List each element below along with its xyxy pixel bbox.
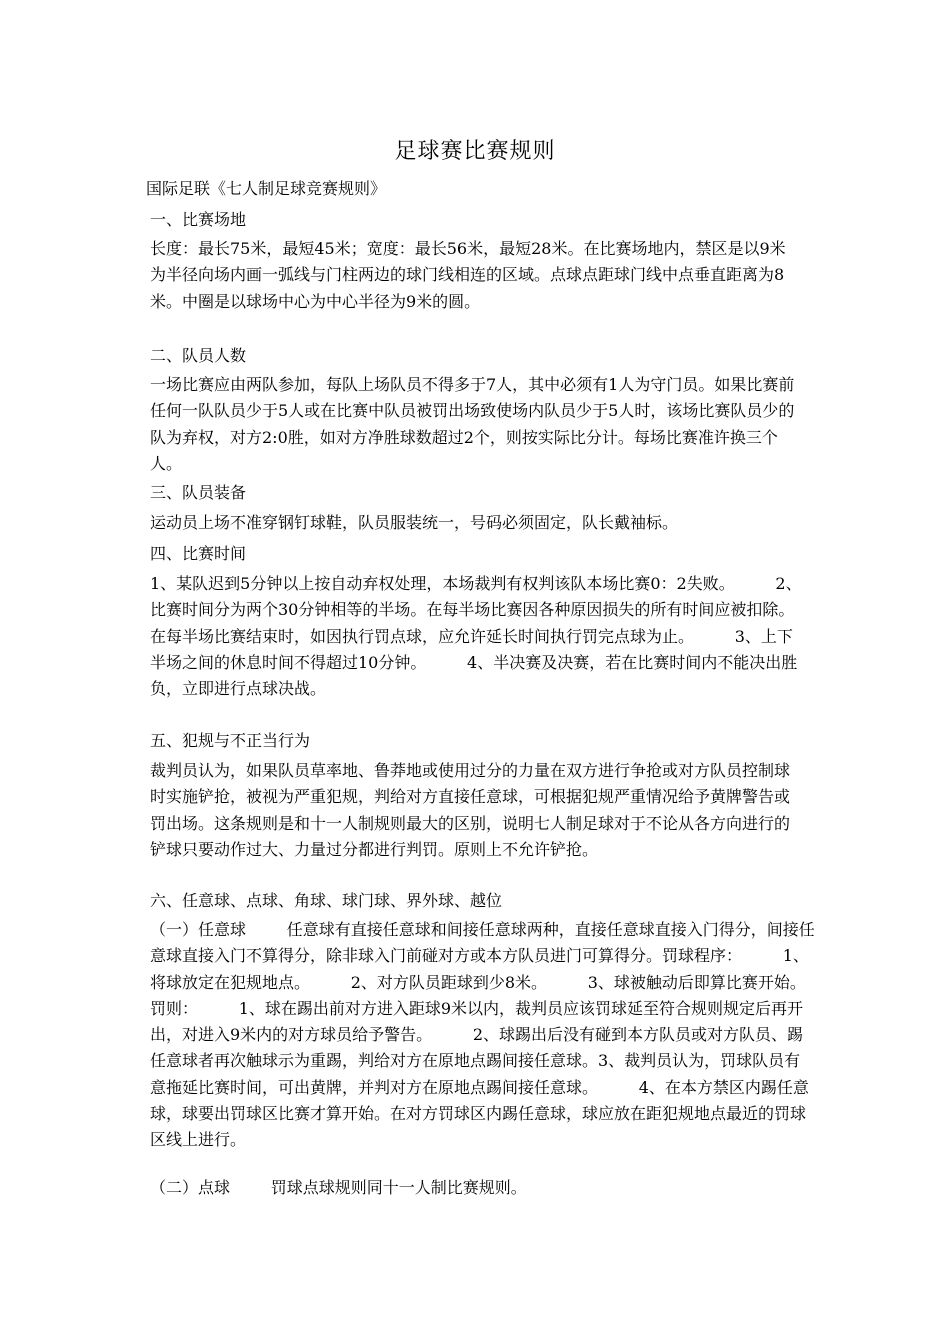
section-body-players: 一场比赛应由两队参加，每队上场队员不得多于7人，其中必须有1人为守门员。如果比赛前任何一队队员少于5人或在比赛中队员被罚出场致使场内队员少于5人时，该场比赛队员少的队为弃权，对方2:0胜，如对方净胜球数超过2个，则按实际比分计。每场比赛准许换三个人。 — [150, 375, 795, 473]
section-heading-equipment: 三、队员装备 — [150, 483, 247, 502]
document-title: 足球赛比赛规则 — [394, 139, 556, 164]
section-heading-field: 一、比赛场地 — [150, 210, 247, 229]
section-body-time: 1、某队迟到5分钟以上按自动弃权处理，本场裁判有权判该队本场比赛0：2失败。 2、比赛时间分为两个30分钟相等的半场。在每半场比赛因各种原因损失的所有时间应被扣除。在每半场比赛结束时，如因执行罚点球，应允许延长时间执行罚完点球为止。 3、上下半场之间的休息时间不得超过10分钟。 4、半决赛及决赛，若在比赛时间内不能决出胜负，立即进行点球决战。 — [150, 574, 802, 699]
document-subtitle: 国际足联《七人制足球竞赛规则》 — [146, 179, 387, 198]
section-body-fouls: 裁判员认为，如果队员草率地、鲁莽地或使用过分的力量在双方进行争抢或对方队员控制球时实施铲抢，被视为严重犯规，判给对方直接任意球，可根据犯规严重情况给予黄牌警告或罚出场。这条规则是和十一人制规则最大的区别，说明七人制足球对于不论从各方向进行的铲球只要动作过大、力量过分都进行判罚。原则上不允许铲抢。 — [150, 761, 791, 859]
section-heading-fouls: 五、犯规与不正当行为 — [150, 731, 311, 750]
section-body-free-kick: （一）任意球 任意球有直接任意球和间接任意球两种，直接任意球直接入门得分，间接任意球直接入门不算得分，除非球入门前碰对方或本方队员进门可算得分。罚球程序： 1、将球放定在犯规地点。 2、对方队员距球到少8米。 3、球被触动后即算比赛开始。 罚则： 1、球在踢出前对方进入距球9米以内，裁判员应该罚球延至符合规则规定后再开出，对进入9米内的对方球员给予警告。 2、球踢出后没有碰到本方队员或对方队员、踢任意球者再次触球示为重踢，判给对方在原地点踢间接任意球。3、裁判员认为，罚球队员有意拖延比赛时间，可出黄牌，并判对方在原地点踢间接任意球。 4、在本方禁区内踢任意球，球要出罚球区比赛才算开始。在对方罚球区内踢任意球，球应放在距犯规地点最近的罚球区线上进行。 — [150, 920, 815, 1150]
section-heading-players: 二、队员人数 — [150, 346, 247, 365]
section-heading-set-pieces: 六、任意球、点球、角球、球门球、界外球、越位 — [150, 891, 503, 910]
section-heading-time: 四、比赛时间 — [150, 544, 247, 563]
section-body-penalty: （二）点球 罚球点球规则同十一人制比赛规则。 — [150, 1178, 527, 1197]
section-body-field: 长度：最长75米，最短45米；宽度：最长56米，最短28米。在比赛场地内，禁区是以9米为半径向场内画一弧线与门柱两边的球门线相连的区域。点球点距球门线中点垂直距离为8米。中圈是以球场中心为中心半径为9米的圆。 — [150, 239, 786, 311]
section-body-equipment: 运动员上场不准穿钢钉球鞋，队员服装统一，号码必须固定，队长戴袖标。 — [150, 513, 679, 532]
